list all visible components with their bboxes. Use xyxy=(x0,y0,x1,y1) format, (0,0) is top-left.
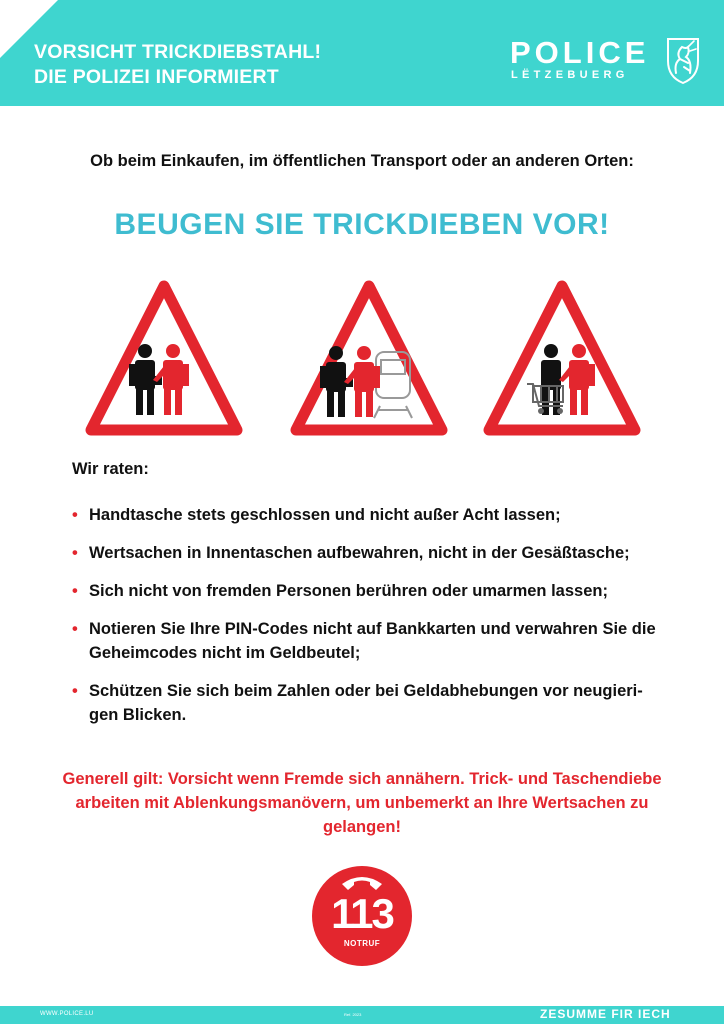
header-banner xyxy=(0,0,724,106)
pickpocket-transport-warning-icon xyxy=(290,280,448,436)
pickpocket-shopping-warning-icon xyxy=(483,280,641,436)
emergency-label: NOTRUF xyxy=(343,939,381,948)
footer-reference: Ref. 2023 xyxy=(344,1012,362,1017)
police-logo-word: POLICE xyxy=(510,35,650,70)
emergency-badge xyxy=(312,866,412,966)
advice-item: • Wertsachen in Innentaschen aufbewahren, nicht in der Gesäßtasche; xyxy=(72,541,672,565)
header-title xyxy=(34,40,321,90)
advice-item: • Notieren Sie Ihre PIN-Codes nicht auf Bankkarten und verwahren Sie die Geheimcodes nicht im Geldbeutel; xyxy=(72,617,672,665)
footer-band xyxy=(0,1006,724,1024)
general-warning: Generell gilt: Vorsicht wenn Fremde sich annähern. Trick- und Taschendiebe arbeiten mit Ablenkungsmanövern, um unbemerkt an Ihre Wertsachen zu gelangen! xyxy=(62,770,662,836)
advice-list xyxy=(72,503,672,741)
emergency-number: 113 xyxy=(331,890,393,937)
headline: BEUGEN SIE TRICKDIEBEN VOR! xyxy=(114,208,610,241)
lion-crest-icon xyxy=(660,33,706,85)
advice-title: Wir raten: xyxy=(72,460,149,478)
header-title-line-2: DIE POLIZEI INFORMIERT xyxy=(34,66,279,88)
intro-text: Ob beim Einkaufen, im öffentlichen Transport oder an anderen Orten: xyxy=(90,152,634,170)
footer-url[interactable]: WWW.POLICE.LU xyxy=(40,1011,94,1017)
police-logo-subtitle: LËTZEBUERG xyxy=(511,69,629,81)
pickpocket-warning-icon xyxy=(85,280,243,436)
advice-item: • Sich nicht von fremden Personen berühren oder umarmen lassen; xyxy=(72,579,672,603)
advice-item: • Handtasche stets geschlossen und nicht außer Acht lassen; xyxy=(72,503,672,527)
advice-item: • Schützen Sie sich beim Zahlen oder bei Geldabhebungen vor neugieri-gen Blicken. xyxy=(72,679,672,727)
header-title-line-1: VORSICHT TRICKDIEBSTAHL! xyxy=(34,41,322,63)
footer-slogan: ZESUMME FIR IECH xyxy=(540,1007,671,1021)
